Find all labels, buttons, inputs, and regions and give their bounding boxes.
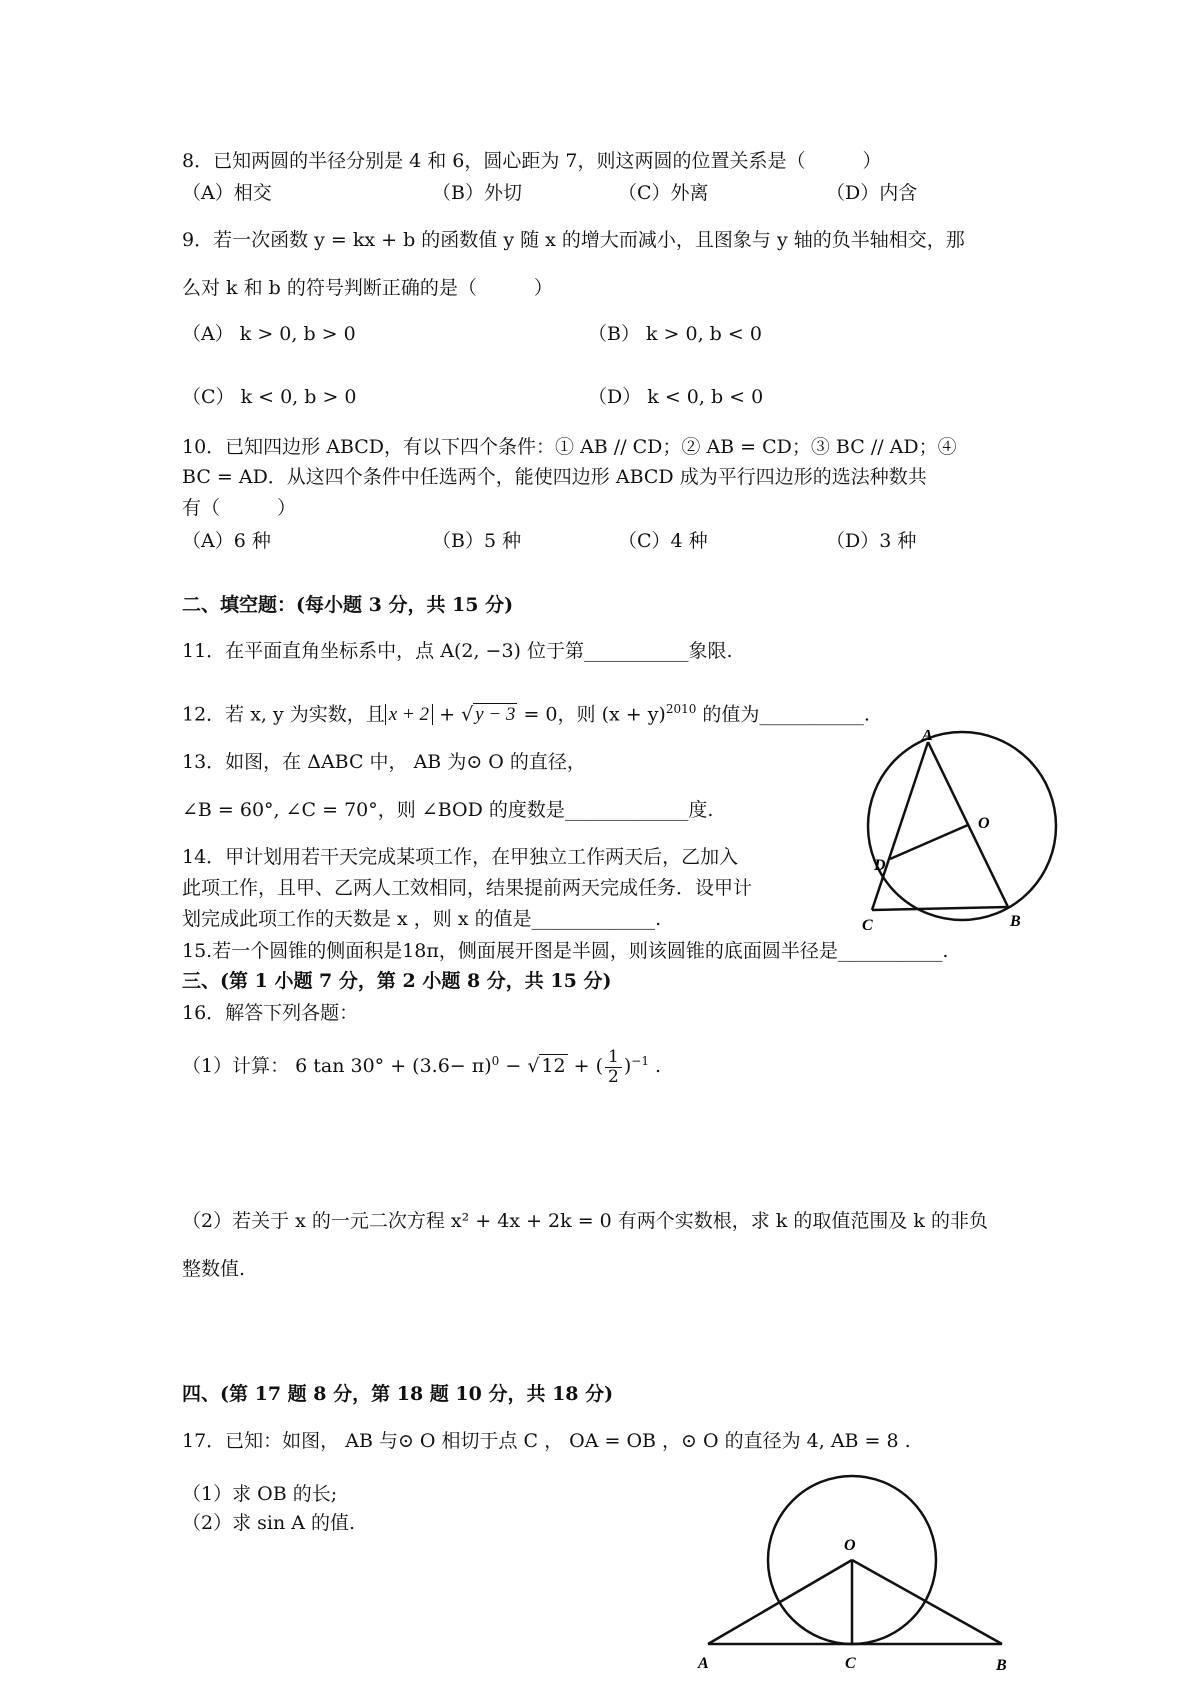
section2-heading: 二、填空题：(每小题 3 分，共 15 分): [182, 594, 514, 616]
q16-part1-close: ): [623, 1055, 632, 1078]
section3-heading: 三、(第 1 小题 7 分，第 2 小题 8 分，共 15 分): [182, 970, 612, 992]
q10-line1: 10．已知四边形 ABCD，有以下四个条件：① AB // CD；② AB = CD；③ BC // AD；④: [182, 436, 957, 458]
q13-line1: 13．如图，在 ΔABC 中， AB 为⊙ O 的直径，: [182, 751, 586, 773]
q13-label-b: B: [1010, 913, 1021, 930]
q13-label-a: A: [922, 730, 933, 744]
q13-label-o: O: [978, 815, 990, 832]
q9-line2: 么对 k 和 b 的符号判断正确的是（ ）: [182, 277, 553, 299]
q10-option-c: （C）4 种: [618, 530, 708, 552]
q16-part2-line1: （2）若关于 x 的一元二次方程 x² + 4x + 2k = 0 有两个实数根，求 k 的取值范围及 k 的非负: [182, 1210, 988, 1232]
q16-part1-end: .: [648, 1055, 662, 1078]
q12-exp: 2010: [665, 702, 697, 716]
q9-option-c: （C） k < 0, b > 0: [182, 386, 357, 408]
q10-option-a: （A）6 种: [182, 530, 271, 552]
q12-sqrt-sign: √: [461, 703, 474, 726]
q10-line2: BC = AD．从这四个条件中任选两个，能使四边形 ABCD 成为平行四边形的选法种数共: [182, 466, 927, 488]
q16-part1-prefix: （1）计算： 6 tan 30° + (3.6− π): [182, 1055, 492, 1078]
q14-line2: 此项工作，且甲、乙两人工效相同，结果提前两天完成任务．设甲计: [182, 877, 753, 899]
q14-line1: 14．甲计划用若干天完成某项工作，在甲独立工作两天后，乙加入: [182, 846, 739, 868]
q17-label-c: C: [845, 1655, 856, 1672]
q9-option-d: （D） k < 0, b < 0: [588, 386, 764, 408]
q16-frac-num: 1: [605, 1048, 622, 1068]
q16-part1-exp0: 0: [491, 1053, 500, 1068]
q16-sqrt-body: 12: [541, 1055, 566, 1078]
q13-line-cb: [872, 907, 1008, 910]
q13-line-do: [890, 825, 968, 859]
q17-part2: （2）求 sin A 的值.: [182, 1512, 356, 1534]
q17-stem: 17．已知：如图， AB 与⊙ O 相切于点 C ， OA = OB ，⊙ O 的直径为 4, AB = 8 .: [182, 1430, 911, 1452]
q16-part1: [182, 1048, 661, 1086]
q11-text: 11．在平面直角坐标系中，点 A(2, −3) 位于第___________象限.: [182, 640, 733, 662]
q12-text: [182, 702, 870, 727]
q12-plus: +: [433, 703, 462, 726]
q16-stem: 16．解答下列各题：: [182, 1002, 359, 1024]
q17-label-b: B: [996, 1657, 1007, 1674]
q17-part1: （1）求 OB 的长;: [182, 1483, 338, 1505]
q16-frac-den: 2: [608, 1066, 619, 1087]
q9-option-b: （B） k > 0, b < 0: [588, 323, 762, 345]
q13-line-ab: [928, 742, 1008, 907]
q8-option-d: （D）内含: [826, 182, 918, 204]
q9-option-a: （A） k > 0, b > 0: [182, 323, 356, 345]
q13-label-d: D: [874, 857, 886, 874]
q12-eq: = 0，则 (x + y): [517, 703, 666, 726]
q17-line-ob: [852, 1560, 1002, 1644]
q16-part2-line2: 整数值.: [182, 1258, 246, 1280]
section4-heading: 四、(第 17 题 8 分，第 18 题 10 分，共 18 分): [182, 1383, 614, 1405]
q16-sqrt-sign: √: [527, 1055, 540, 1078]
q12-abs: x + 2: [385, 704, 433, 725]
q13-line2: ∠B = 60°, ∠C = 70°，则 ∠BOD 的度数是_____________度.: [182, 799, 714, 821]
q13-line-ac: [872, 742, 928, 910]
q17-label-o: O: [844, 1537, 856, 1554]
q12-sqrt-body: y − 3: [475, 704, 516, 726]
q17-figure: [690, 1470, 1020, 1675]
q12-prefix: 12．若 x, y 为实数，且: [182, 703, 385, 726]
q10-option-b: （B）5 种: [432, 530, 522, 552]
q10-line3: 有（ ）: [182, 497, 297, 519]
q15-text: 15.若一个圆锥的侧面积是18π，侧面展开图是半圆，则该圆锥的底面圆半径是___________.: [182, 940, 949, 962]
q17-line-oa: [708, 1560, 852, 1644]
q12-suffix: 的值为___________.: [696, 703, 870, 726]
q13-figure: [850, 730, 1070, 935]
q9-line1: 9．若一次函数 y = kx + b 的函数值 y 随 x 的增大而减小，且图象与 y 轴的负半轴相交，那: [182, 229, 965, 251]
q16-fraction: [605, 1048, 622, 1086]
q16-part1-exp: −1: [631, 1053, 649, 1068]
q13-label-c: C: [862, 917, 873, 934]
q16-part1-plus: + (: [567, 1055, 604, 1078]
q8-stem: 8．已知两圆的半径分别是 4 和 6，圆心距为 7，则这两圆的位置关系是（ ）: [182, 150, 882, 172]
q14-line3: 划完成此项工作的天数是 x ，则 x 的值是_____________.: [182, 908, 662, 930]
q8-option-b: （B）外切: [432, 182, 522, 204]
q13-circle: [868, 732, 1056, 920]
q17-label-a: A: [698, 1655, 709, 1672]
q16-part1-mid: −: [499, 1055, 528, 1078]
q10-option-d: （D）3 种: [826, 530, 917, 552]
q8-option-c: （C）外离: [618, 182, 709, 204]
q8-option-a: （A）相交: [182, 182, 272, 204]
